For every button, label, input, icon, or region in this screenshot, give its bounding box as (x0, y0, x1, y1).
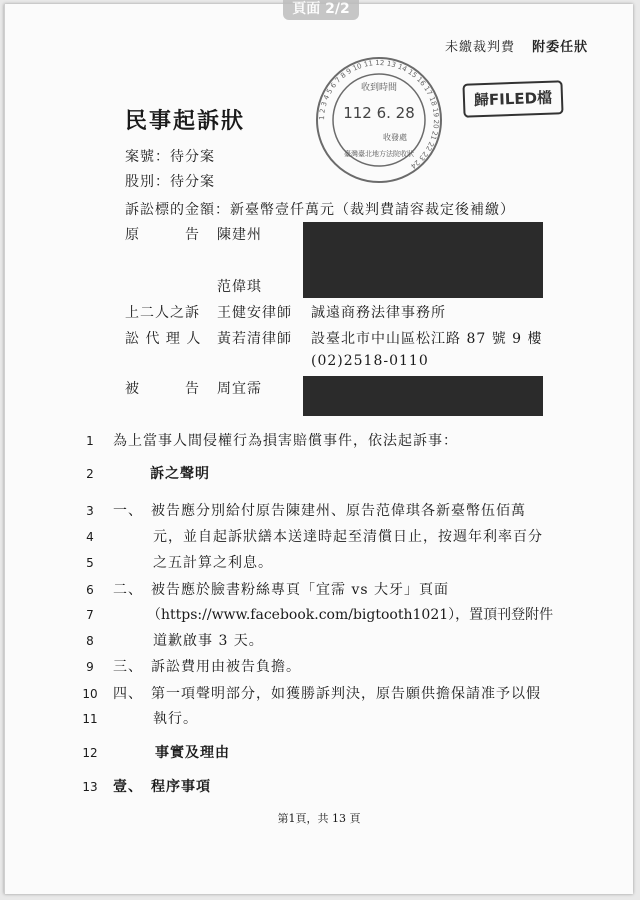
attorney-label-1: 上二人之訴 (125, 305, 200, 321)
line-number: 7 (86, 608, 94, 622)
body-line: 一、 被告應分別給付原告陳建州、原告范偉琪各新臺幣伍佰萬 (113, 503, 526, 519)
line-number: 2 (86, 467, 94, 481)
plaintiff-1: 陳建州 (217, 227, 262, 243)
case-number: 案號：待分案 (125, 149, 215, 165)
line-number: 11 (82, 712, 98, 726)
document-title: 民事起訴狀 (125, 108, 246, 134)
line-number: 1 (86, 434, 94, 448)
stamp-clerk: 收發處 (383, 133, 407, 142)
court-receipt-stamp (315, 56, 443, 184)
law-firm-phone: (02)2518-0110 (311, 353, 429, 369)
plaintiff-2: 范偉琪 (217, 279, 262, 295)
filed-stamp: 歸FILED檔 (462, 80, 563, 117)
division: 股別：待分案 (125, 174, 215, 190)
stamp-label: 收到時間 (360, 83, 398, 93)
line-number: 4 (86, 530, 94, 544)
line-number: 3 (86, 504, 94, 518)
line-number: 5 (86, 556, 94, 570)
line-number: 13 (82, 780, 98, 794)
stamp-ring-digits-path: 1 2 3 4 5 6 7 8 9 10 11 12 13 14 15 16 17 18 19 20 21 22 23 24 (317, 58, 441, 171)
header-note (445, 36, 588, 55)
redaction-block (303, 376, 543, 416)
body-line: 道歉啟事 3 天。 (153, 633, 264, 649)
page-footer: 第1頁，共 13 頁 (277, 812, 361, 825)
redaction-block (303, 222, 543, 298)
body-line: 之五計算之利息。 (153, 555, 273, 571)
section-heading: 事實及理由 (155, 745, 230, 761)
line-number: 9 (86, 660, 94, 674)
unpaid-fee-note: 未繳裁判費 (445, 40, 516, 55)
body-line: 元，並自起訴狀繕本送達時起至清償日止，按週年利率百分 (153, 529, 543, 545)
attorney-label-2: 訟 代 理 人 (125, 331, 202, 347)
body-line: 四、 第一項聲明部分，如獲勝訴判決，原告願供擔保請准予以假 (113, 686, 541, 702)
law-firm-address: 設臺北市中山區松江路 87 號 9 樓 (311, 331, 543, 347)
attorney-1: 王健安律師 (217, 305, 292, 321)
stamp-ring-text: 臺灣臺北地方法院收狀 (344, 150, 414, 158)
body-line: 三、 訴訟費用由被告負擔。 (113, 659, 301, 675)
law-firm: 誠遠商務法律事務所 (311, 305, 446, 321)
line-number: 6 (86, 583, 94, 597)
plaintiff-label: 原 告 (125, 227, 200, 243)
document-page (4, 4, 633, 894)
attached-note: 附委任狀 (532, 40, 589, 55)
body-line: 二、 被告應於臉書粉絲專頁「宜霈 vs 大牙」頁面 (113, 582, 449, 598)
attorney-2: 黃若清律師 (217, 331, 292, 347)
page-indicator: 頁面 2/2 (283, 0, 359, 20)
body-line: （https://www.facebook.com/bigtooth1021），置頂刊登附件 (147, 607, 554, 623)
body-line: 為上當事人間侵權行為損害賠償事件，依法起訴事： (113, 433, 458, 449)
line-number: 8 (86, 634, 94, 648)
section-heading: 訴之聲明 (150, 466, 210, 482)
body-line: 執行。 (153, 711, 198, 727)
claim-amount: 訴訟標的金額：新臺幣壹仟萬元（裁判費請容裁定後補繳） (125, 202, 515, 218)
defendant-label: 被 告 (125, 381, 200, 397)
defendant-name: 周宜霈 (217, 381, 262, 397)
section-heading: 壹、 程序事項 (113, 779, 211, 795)
line-number: 12 (82, 746, 98, 760)
stamp-date: 112 6. 28 (343, 104, 415, 122)
line-number: 10 (82, 687, 98, 701)
